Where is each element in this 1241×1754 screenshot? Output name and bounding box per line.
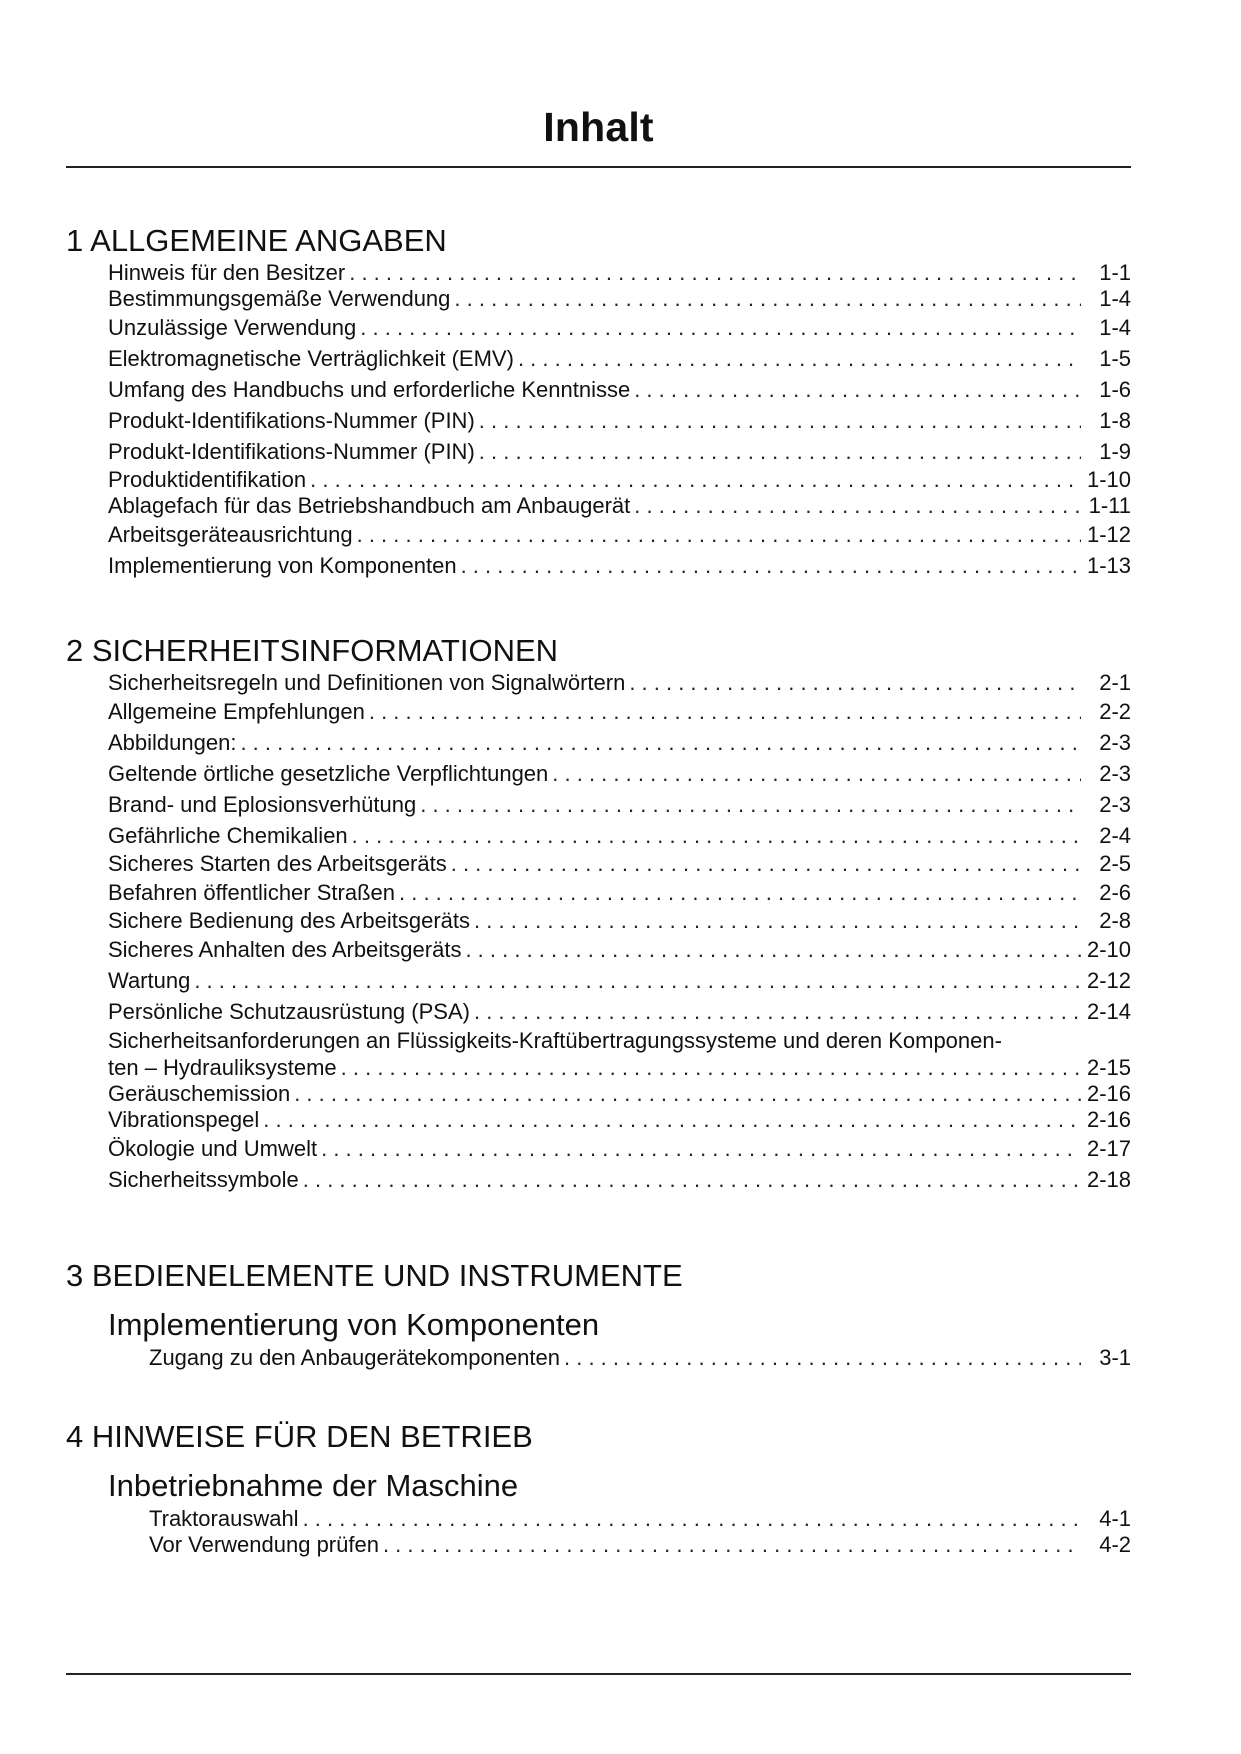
toc-entries bbox=[108, 260, 1131, 581]
toc-entry[interactable]: Zugang zu den Anbaugerätekomponenten . . . 3-1 bbox=[149, 1345, 1131, 1371]
toc-entries bbox=[149, 1506, 1131, 1558]
toc-entry[interactable]: Gefährliche Chemikalien . . . 2-4 bbox=[108, 820, 1131, 851]
toc-entry[interactable]: Ökologie und Umwelt . . . 2-17 bbox=[108, 1133, 1131, 1164]
top-rule bbox=[66, 166, 1131, 168]
section-heading: 2 SICHERHEITSINFORMATIONEN bbox=[66, 633, 559, 668]
toc-section-4 bbox=[66, 1418, 1131, 1558]
toc-entry[interactable]: Bestimmungsgemäße Verwendung . . . 1-4 bbox=[108, 286, 1131, 312]
toc-entry[interactable]: Geräuschemission . . . 2-16 bbox=[108, 1081, 1131, 1107]
toc-entry[interactable]: Abbildungen: . . . 2-3 bbox=[108, 727, 1131, 758]
toc-entry[interactable]: Sicherheitsregeln und Definitionen von Signalwörtern . . . 2-1 bbox=[108, 670, 1131, 696]
toc-section-2 bbox=[66, 632, 1131, 1195]
toc-entry[interactable]: Sicheres Starten des Arbeitsgeräts . . . 2-5 bbox=[108, 851, 1131, 877]
toc-entry[interactable]: Brand- und Eplosionsverhütung . . . 2-3 bbox=[108, 789, 1131, 820]
toc-entry[interactable]: Persönliche Schutzausrüstung (PSA) . . . 2-14 bbox=[108, 996, 1131, 1027]
section-subheading: Implementierung von Komponenten bbox=[108, 1307, 600, 1342]
toc-entry[interactable]: Produkt-Identifikations-Nummer (PIN) . . . 1-8 bbox=[108, 405, 1131, 436]
toc-section-3 bbox=[66, 1257, 1131, 1371]
toc-entry-line1: Sicherheitsanforderungen an Flüssigkeits-Kraftübertragungssysteme und deren Komponen- bbox=[108, 1028, 1002, 1053]
toc-entry[interactable]: Allgemeine Empfehlungen . . . 2-2 bbox=[108, 696, 1131, 727]
toc-entry[interactable]: Sicherheitssymbole . . . 2-18 bbox=[108, 1164, 1131, 1195]
toc-entry[interactable]: Produktidentifikation . . . 1-10 bbox=[108, 467, 1131, 493]
toc-entry[interactable]: Arbeitsgeräteausrichtung . . . 1-12 bbox=[108, 519, 1131, 550]
toc-entry[interactable]: Elektromagnetische Verträglichkeit (EMV) . . . 1-5 bbox=[108, 343, 1131, 374]
toc-entry[interactable]: Traktorauswahl . . . 4-1 bbox=[149, 1506, 1131, 1532]
toc-entry[interactable]: Befahren öffentlicher Straßen . . . 2-6 bbox=[108, 877, 1131, 908]
toc-entry[interactable]: Hinweis für den Besitzer . . . 1-1 bbox=[108, 260, 1131, 286]
section-heading: 1 ALLGEMEINE ANGABEN bbox=[66, 223, 447, 258]
toc-entry[interactable]: Unzulässige Verwendung . . . 1-4 bbox=[108, 312, 1131, 343]
toc-page bbox=[66, 0, 1131, 1754]
toc-entries bbox=[149, 1345, 1131, 1371]
toc-entry[interactable]: Umfang des Handbuchs und erforderliche Kenntnisse . . . 1-6 bbox=[108, 374, 1131, 405]
section-heading: 3 BEDIENELEMENTE UND INSTRUMENTE bbox=[66, 1258, 683, 1293]
toc-entry-line2: ten – Hydrauliksysteme . . . 2-15 bbox=[108, 1055, 1131, 1081]
toc-entries bbox=[108, 670, 1131, 1195]
toc-entry[interactable]: Geltende örtliche gesetzliche Verpflichtungen . . . 2-3 bbox=[108, 758, 1131, 789]
toc-entry[interactable]: Produkt-Identifikations-Nummer (PIN) . . . 1-9 bbox=[108, 436, 1131, 467]
toc-entry[interactable]: Implementierung von Komponenten . . . 1-13 bbox=[108, 550, 1131, 581]
section-heading: 4 HINWEISE FÜR DEN BETRIEB bbox=[66, 1419, 533, 1454]
toc-entry[interactable]: Sicheres Anhalten des Arbeitsgeräts . . . 2-10 bbox=[108, 934, 1131, 965]
toc-entry[interactable]: Sichere Bedienung des Arbeitsgeräts . . . 2-8 bbox=[108, 908, 1131, 934]
toc-section-1 bbox=[66, 222, 1131, 581]
page-title: Inhalt bbox=[543, 104, 654, 150]
toc-entry[interactable]: Ablagefach für das Betriebshandbuch am Anbaugerät . . . 1-11 bbox=[108, 493, 1131, 519]
toc-entry[interactable]: Vor Verwendung prüfen . . . 4-2 bbox=[149, 1532, 1131, 1558]
bottom-rule bbox=[66, 1673, 1131, 1675]
toc-entry[interactable]: Wartung . . . 2-12 bbox=[108, 965, 1131, 996]
section-subheading: Inbetriebnahme der Maschine bbox=[108, 1468, 519, 1503]
toc-entry[interactable]: Vibrationspegel . . . 2-16 bbox=[108, 1107, 1131, 1133]
toc-entry-multiline[interactable] bbox=[108, 1027, 1131, 1081]
